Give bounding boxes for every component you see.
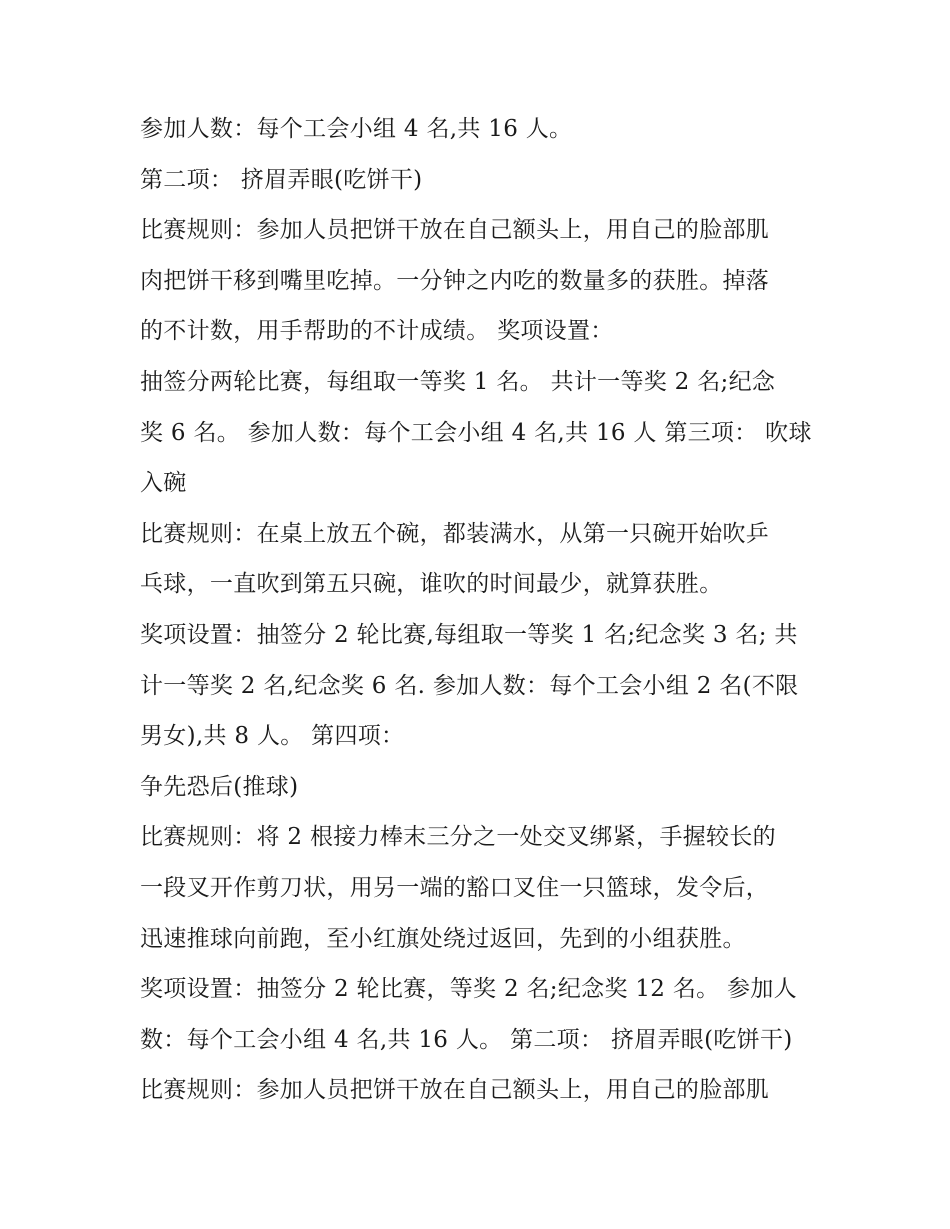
text-line: 入碗 [140,470,187,497]
text-line: 争先恐后(推球) [140,773,299,800]
text-line: 奖 6 名。 参加人数：每个工会小组 4 名,共 16 人 第三项： 吹球 [140,419,812,446]
text-line: 计一等奖 2 名,纪念奖 6 名. 参加人数：每个工会小组 2 名(不限 [140,672,799,699]
text-line: 比赛规则：参加人员把饼干放在自己额头上，用自己的脸部肌 [140,1077,770,1104]
text-line: 第二项： 挤眉弄眼(吃饼干) [140,166,423,193]
text-line: 男女),共 8 人。 第四项： [140,723,405,750]
text-line: 乓球，一直吹到第五只碗，谁吹的时间最少，就算获胜。 [140,571,723,598]
text-line: 参加人数：每个工会小组 4 名,共 16 人。 [140,116,573,142]
text-line: 比赛规则：将 2 根接力棒末三分之一处交叉绑紧，手握较长的 [140,824,776,851]
text-line: 奖项设置：抽签分 2 轮比赛,每组取一等奖 1 名;纪念奖 3 名; 共 [140,621,798,648]
text-line: 肉把饼干移到嘴里吃掉。一分钟之内吃的数量多的获胜。掉落 [140,267,770,294]
document-body [140,104,820,1116]
text-line: 比赛规则：在桌上放五个碗，都装满水，从第一只碗开始吹乒 [140,520,770,547]
text-line: 的不计数，用手帮助的不计成绩。 奖项设置： [140,318,614,345]
text-line: 比赛规则：参加人员把饼干放在自己额头上，用自己的脸部肌 [140,217,770,244]
text-line: 抽签分两轮比赛，每组取一等奖 1 名。 共计一等奖 2 名;纪念 [140,368,776,395]
text-line: 迅速推球向前跑，至小红旗处绕过返回，先到的小组获胜。 [140,925,746,952]
text-line: 数：每个工会小组 4 名,共 16 人。 第二项： 挤眉弄眼(吃饼干) [140,1026,793,1053]
text-line: 奖项设置：抽签分 2 轮比赛，等奖 2 名;纪念奖 12 名。 参加人 [140,976,797,1003]
text-line: 一段叉开作剪刀状，用另一端的豁口叉住一只篮球，发令后， [140,874,770,901]
